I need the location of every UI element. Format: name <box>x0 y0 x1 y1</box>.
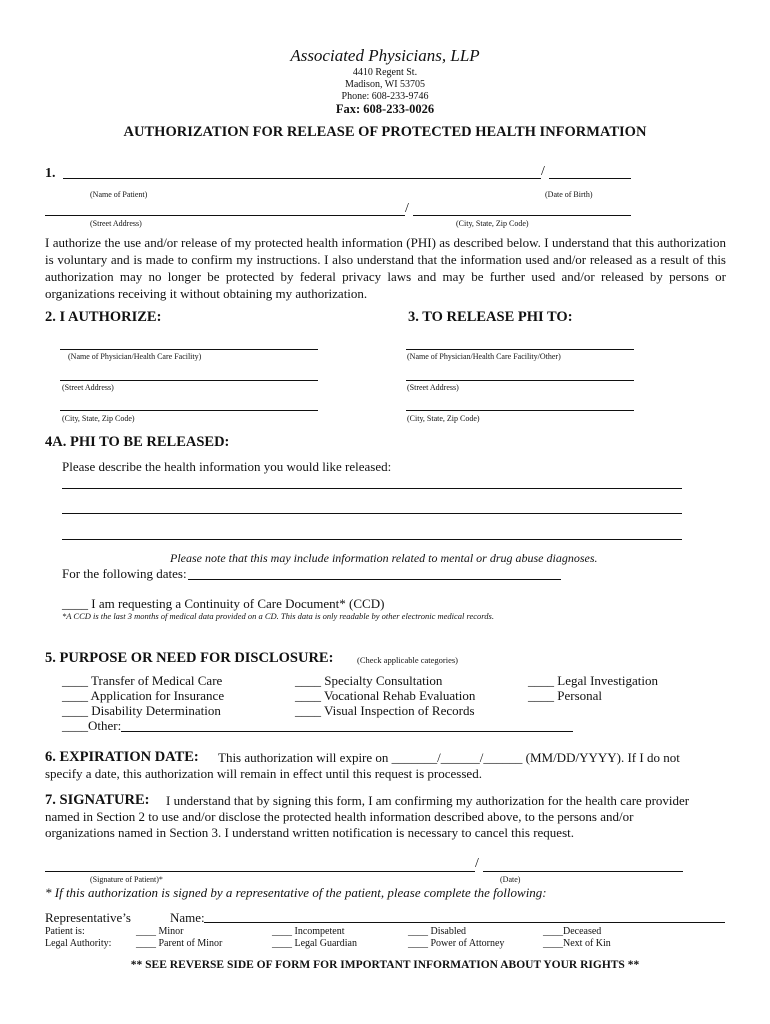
authority-parent-of-minor[interactable]: ____ Parent of Minor <box>136 938 223 949</box>
form-title: AUTHORIZATION FOR RELEASE OF PROTECTED HEALTH INFORMATION <box>123 124 647 140</box>
purpose-application-insurance[interactable]: ____ Application for Insurance <box>62 688 225 703</box>
authority-legal-guardian[interactable]: ____ Legal Guardian <box>272 938 357 949</box>
authorize-city-field[interactable] <box>60 410 318 411</box>
company-city: Madison, WI 53705 <box>344 79 426 90</box>
phi-prompt: Please describe the health information you would like released: <box>62 459 392 474</box>
section1-slash: / <box>541 164 545 179</box>
signature-text-line-2: named in Section 2 to use and/or disclose the protected health information described above, to the persons and/or <box>45 809 634 824</box>
signature-date-label: (Date) <box>500 875 521 884</box>
purpose-specialty-consultation[interactable]: ____ Specialty Consultation <box>295 673 443 688</box>
release-to-city-label: (City, State, Zip Code) <box>407 414 480 423</box>
release-to-street-label: (Street Address) <box>407 383 459 392</box>
authorize-street-label: (Street Address) <box>62 383 114 392</box>
reverse-side-notice: ** SEE REVERSE SIDE OF FORM FOR IMPORTANT INFORMATION ABOUT YOUR RIGHTS ** <box>130 959 640 971</box>
representative-label: Representative’s <box>45 910 131 925</box>
phi-description-line-1[interactable] <box>62 488 682 489</box>
legal-authority-label: Legal Authority: <box>45 938 112 949</box>
company-name: Associated Physicians, LLP <box>290 46 480 65</box>
signature-text-line-3: organizations named in Section 3. I understand written notification is necessary to cancel this request. <box>45 825 575 840</box>
purpose-visual-inspection[interactable]: ____ Visual Inspection of Records <box>295 703 475 718</box>
patient-is-minor[interactable]: ____ Minor <box>136 926 184 937</box>
authorize-name-field[interactable] <box>60 349 318 350</box>
company-phone: Phone: 608-233-9746 <box>341 91 429 102</box>
section1-number: 1. <box>45 166 56 181</box>
patient-name-label: (Name of Patient) <box>90 190 148 199</box>
representative-name-label: Name: <box>170 910 205 925</box>
phi-description-line-3[interactable] <box>62 539 682 540</box>
section2-heading: 2. I AUTHORIZE: <box>45 309 162 325</box>
purpose-personal[interactable]: ____ Personal <box>528 688 603 703</box>
authority-power-of-attorney[interactable]: ____ Power of Attorney <box>408 938 505 949</box>
signature-text-line-1: I understand that by signing this form, I am confirming my authorization for the health care provider <box>166 793 690 808</box>
purpose-disability-determination[interactable]: ____ Disability Determination <box>62 703 221 718</box>
purpose-other-field[interactable] <box>121 731 573 732</box>
patient-is-deceased[interactable]: ____Deceased <box>543 926 602 937</box>
ccd-note: *A CCD is the last 3 months of medical data provided on a CD. This data is only readable by other electronic medical records. <box>62 611 494 621</box>
signature-slash: / <box>475 856 479 871</box>
expiration-text-line-2: specify a date, this authorization will remain in effect until this request is processed. <box>45 766 482 781</box>
section7-heading: 7. SIGNATURE: <box>45 792 150 808</box>
authorize-name-label: (Name of Physician/Health Care Facility) <box>68 352 202 361</box>
patient-city-label: (City, State, Zip Code) <box>456 219 529 228</box>
section5-subheading: (Check applicable categories) <box>357 655 459 665</box>
dates-field[interactable] <box>188 579 561 580</box>
patient-signature-field[interactable] <box>45 871 475 872</box>
release-to-street-field[interactable] <box>406 380 634 381</box>
section1-slash-2: / <box>405 201 409 216</box>
release-to-city-field[interactable] <box>406 410 634 411</box>
patient-city-field[interactable] <box>413 215 631 216</box>
section6-heading: 6. EXPIRATION DATE: <box>45 749 199 765</box>
section5-heading: 5. PURPOSE OR NEED FOR DISCLOSURE: <box>45 650 334 666</box>
date-of-birth-label: (Date of Birth) <box>545 190 593 199</box>
representative-note: * If this authorization is signed by a representative of the patient, please complete the following: <box>45 885 547 900</box>
release-to-name-label: (Name of Physician/Health Care Facility/Other) <box>407 352 561 361</box>
company-street: 4410 Regent St. <box>352 67 418 78</box>
authorize-street-field[interactable] <box>60 380 318 381</box>
signature-label: (Signature of Patient)* <box>90 875 163 884</box>
date-of-birth-field[interactable] <box>549 178 631 179</box>
phi-description-line-2[interactable] <box>62 513 682 514</box>
patient-is-label: Patient is: <box>45 926 85 937</box>
purpose-transfer-medical-care[interactable]: ____ Transfer of Medical Care <box>62 673 223 688</box>
company-fax: Fax: 608-233-0026 <box>335 102 435 116</box>
purpose-vocational-rehab[interactable]: ____ Vocational Rehab Evaluation <box>295 688 476 703</box>
patient-street-label: (Street Address) <box>90 219 142 228</box>
patient-is-disabled[interactable]: ____ Disabled <box>408 926 467 937</box>
patient-street-field[interactable] <box>45 215 405 216</box>
signature-date-field[interactable] <box>483 871 683 872</box>
ccd-request[interactable]: ____ I am requesting a Continuity of Care Document* (CCD) <box>62 596 385 611</box>
authority-next-of-kin[interactable]: ____Next of Kin <box>543 938 611 949</box>
mental-health-note: Please note that this may include information related to mental or drug abuse diagnoses. <box>170 551 598 565</box>
authorize-city-label: (City, State, Zip Code) <box>62 414 135 423</box>
section4a-heading: 4A. PHI TO BE RELEASED: <box>45 434 230 450</box>
purpose-legal-investigation[interactable]: ____ Legal Investigation <box>528 673 658 688</box>
dates-label: For the following dates: <box>62 566 187 581</box>
section3-heading: 3. TO RELEASE PHI TO: <box>408 309 573 325</box>
intro-paragraph: I authorize the use and/or release of my protected health information (PHI) as described below. I understand that this authorization is voluntary and is made to confirm my instructions. I also understand that the information used and/or released as a result of this authorization may no longer be protected by federal privacy laws and may be further used and/or released by persons or organizations receiving it without obtaining my authorization. <box>45 235 726 301</box>
representative-name-field[interactable] <box>204 922 725 923</box>
expiration-text-line-1: This authorization will expire on _______/______/______ (MM/DD/YYYY). If I do not <box>218 750 680 765</box>
patient-is-incompetent[interactable]: ____ Incompetent <box>272 926 345 937</box>
release-to-name-field[interactable] <box>406 349 634 350</box>
patient-name-field[interactable] <box>63 178 541 179</box>
purpose-other-label[interactable]: ____Other: <box>62 718 122 733</box>
